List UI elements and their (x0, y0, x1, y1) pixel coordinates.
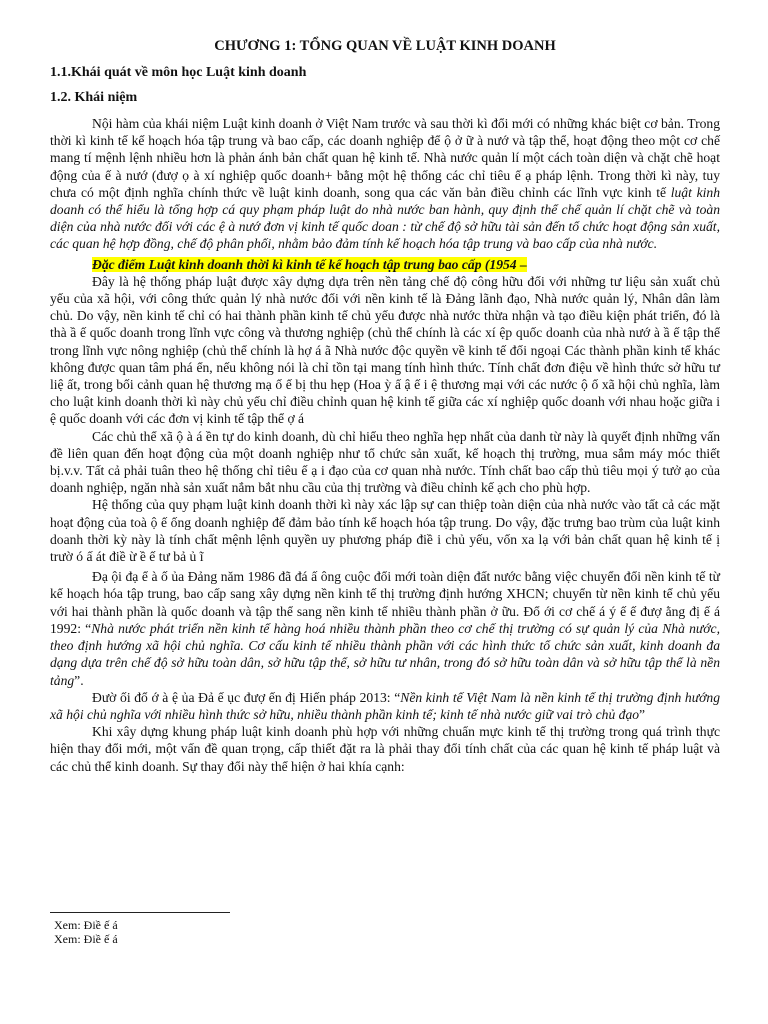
paragraph-6 (50, 689, 720, 723)
paragraph-5-quote: Nhà nước phát triển nền kinh tế hàng hoá nhiều thành phần theo cơ chế thị trường có sự quản lý của Nhà nước, theo định hướng xã hội chủ nghĩa. Cơ cấu kinh tế nhiều thành phần với các hình thức tổ chức sản xuất, kinh doanh đa dạng dựa trên chế độ sở hữu toàn dân, sở hữu tập thể, sở hữu tư nhân, trong đó sở hữu toàn dân và sở hữu tập thể là nền tảng (50, 620, 720, 688)
paragraph-5-text: Đạ ội đạ ể à ố ủa Đảng năm 1986 đã đá ấ ông cuộc đổi mới toàn diện đất nước bằng việc chuyển đổi nền kinh tế từ kế hoạch hóa tập trung, bao cấp sang xây dựng nền kinh tế thị trường định hướng XHCN; chuyển từ nền kinh tế chủ yếu với hai thành phần là quốc doanh và tập thể sang nền kinh tế nhiều thành phần ở ữu. Đổ ới cơ chế á ý ế ế đượ ằng đị ế á 1992: “ (50, 569, 720, 636)
paragraph-6-quote: Nền kinh tế Việt Nam là nền kinh tế thị trường định hướng xã hội chủ nghĩa với nhiều hình thức sở hữu, nhiều thành phần kinh tế; kinh tế nhà nước giữ vai trò chủ đạo (50, 689, 720, 722)
paragraph-3: Các chủ thể xã ộ à á ền tự do kinh doanh, dù chỉ hiểu theo nghĩa hẹp nhất của danh từ này là quyết định những vấn đề liên quan đến hoạt động của một doanh nghiệp như tổ chức sản xuất, kế hoạch thị trường, mua sắm máy móc thiết bị.v.v. Tất cả phải tuân theo hệ thống chỉ tiêu ế ạ i đạo của cơ quan nhà nước. Tính chất bao cấp thủ tiêu mọi ý tưở ạo của doanh nghiệp, ngăn nhà sản xuất nắm bắt nhu cầu của thị trường và điều chỉnh kế ạch cho phù hợp. (50, 428, 720, 496)
paragraph-4: Hệ thống của quy phạm luật kinh doanh thời kì này xác lập sự can thiệp toàn diện của nhà nước vào tất cả các mặt hoạt động của toà ộ ế ống doanh nghiệp để đảm bảo tính kế hoạch hóa tập trung. Do vậy, đặc trưng bao trùm của luật kinh doanh thời kỳ này là tính chất mệnh lệnh quyền uy phương pháp điề i chủ yếu, vốn xa lạ với bản chất quan hệ kinh tế ị trườ ó ấ át điề ừ ề ế tư bả ủ ĩ (50, 497, 720, 565)
paragraph-7: Khi xây dựng khung pháp luật kinh doanh phù hợp với những chuẩn mực kinh tế thị trường trong quá trình thực hiện thay đổi mới, một vấn đề quan trọng, cấp thiết đặt ra là phải thay đổi tính chất của các quan hệ kinh tế pháp luật và các chủ thể kinh doanh. Sự thay đổi này thể hiện ở hai khía cạnh: (50, 724, 720, 774)
chapter-title: CHƯƠNG 1: TỔNG QUAN VỀ LUẬT KINH DOANH (214, 38, 556, 54)
document-page (50, 38, 720, 775)
highlight-heading (50, 256, 720, 273)
footnote-1: Xem: Điề ế á (54, 918, 118, 932)
highlighted-text: Đặc điểm Luật kinh doanh thời kì kinh tế kế hoạch tập trung bao cấp (1954 – (92, 256, 527, 272)
paragraph-1 (50, 115, 720, 253)
paragraph-6-close: ” (639, 706, 646, 722)
paragraph-1-text: Nội hàm của khái niệm Luật kinh doanh ở Việt Nam trước và sau thời kì đổi mới có những khác biệt cơ bản. Trong thời kì kinh tế kế hoạch hóa tập trung và bao cấp, các doanh nghiệp để ộ ở ữ à nướ và tập thể, hoạt động theo một cơ chế mang tí mệnh lệnh nhiều hơn là phản ánh bản chất quan hệ kinh tế. Nhà nước quản lí một cách toàn diện và chặt chẽ hoạt động của ế à nướ (đượ ọ à xí nghiệp quốc doanh+ bằng một hệ thống các chỉ tiêu ế ạ pháp lệnh. Trong thời kì này, tuy chưa có một định nghĩa chính thức về luật kinh doanh, song qua các văn bản điều chỉnh các lĩnh vực kinh tế (50, 116, 720, 200)
footnote-separator (50, 912, 230, 913)
paragraph-5 (50, 568, 720, 688)
paragraph-5-close: ”. (74, 672, 84, 688)
paragraph-1-italic: luật kinh doanh có thể hiểu là tổng hợp cá quy phạm pháp luật do nhà nước ban hành, quy định thể chế quản lí chặt chẽ và toàn diện của nhà nước đối với các ệ à nướ đơn vị kinh tế quốc doan : từ chế độ sở hữu tài sản đến tổ chức hoạt động sản xuất, các quan hệ hợp đồng, chế độ phân phối, nhằm bảo đảm tính kế hoạch hóa tập trung và bao cấp của nhà nước. (50, 184, 720, 252)
section-heading-1-1: 1.1.Khái quát về môn học Luật kinh doanh (50, 65, 307, 80)
footnote-2: Xem: Điề ế á (54, 932, 118, 946)
paragraph-2: Đây là hệ thống pháp luật được xây dựng dựa trên nền tảng chế độ công hữu đối với những tư liệu sản xuất chủ yếu của xã hội, với công thức quản lý nhà nước đối với nền kinh tế là Đảng lãnh đạo, Nhà nước quản lý, Nhân dân làm chủ. Do vậy, nền kinh tế chỉ có hai thành phần kinh tế chủ yếu được nhà nước thừa nhận và tạo điều kiện phát triển, đó là thà ầ ế quốc doanh trong lĩnh vực công và thương nghiệp (chủ thể chính là các xí ệp quốc doanh của nhà nướ à ầ ế tập thể trong lĩnh vực nông nghiệp (chủ thể chính là hợ á ã Nhà nước độc quyền về kinh tế đối ngoại Các thành phần kinh tế khác không được quan tâm phá ển, nếu không nói là chỉ tồn tại mang tính hình thức. Tính chất đơn điệu về hình thức sở hữu tư liệ ất, trong bối cảnh quan hệ thương mạ ố ế bị thu hẹp (Hoa ỳ ấ ậ ế i ệ thương mại với các nước ộ ố xã hội chủ nghĩa, làm cho luật kinh doanh thời kì này chủ yếu chỉ điều chỉnh quan hệ kinh tế giữa các xí nghiệp quốc doanh với nhau hoặc giữa i ệ quốc doanh với các đơn vị kinh tế tập thể ợ á (50, 273, 720, 427)
paragraph-6-text: Đườ ối đổ ớ à ệ ủa Đả ế ục đượ ến đị Hiến pháp 2013: “ (92, 689, 401, 705)
section-heading-1-2: 1.2. Khái niệm (50, 90, 138, 105)
